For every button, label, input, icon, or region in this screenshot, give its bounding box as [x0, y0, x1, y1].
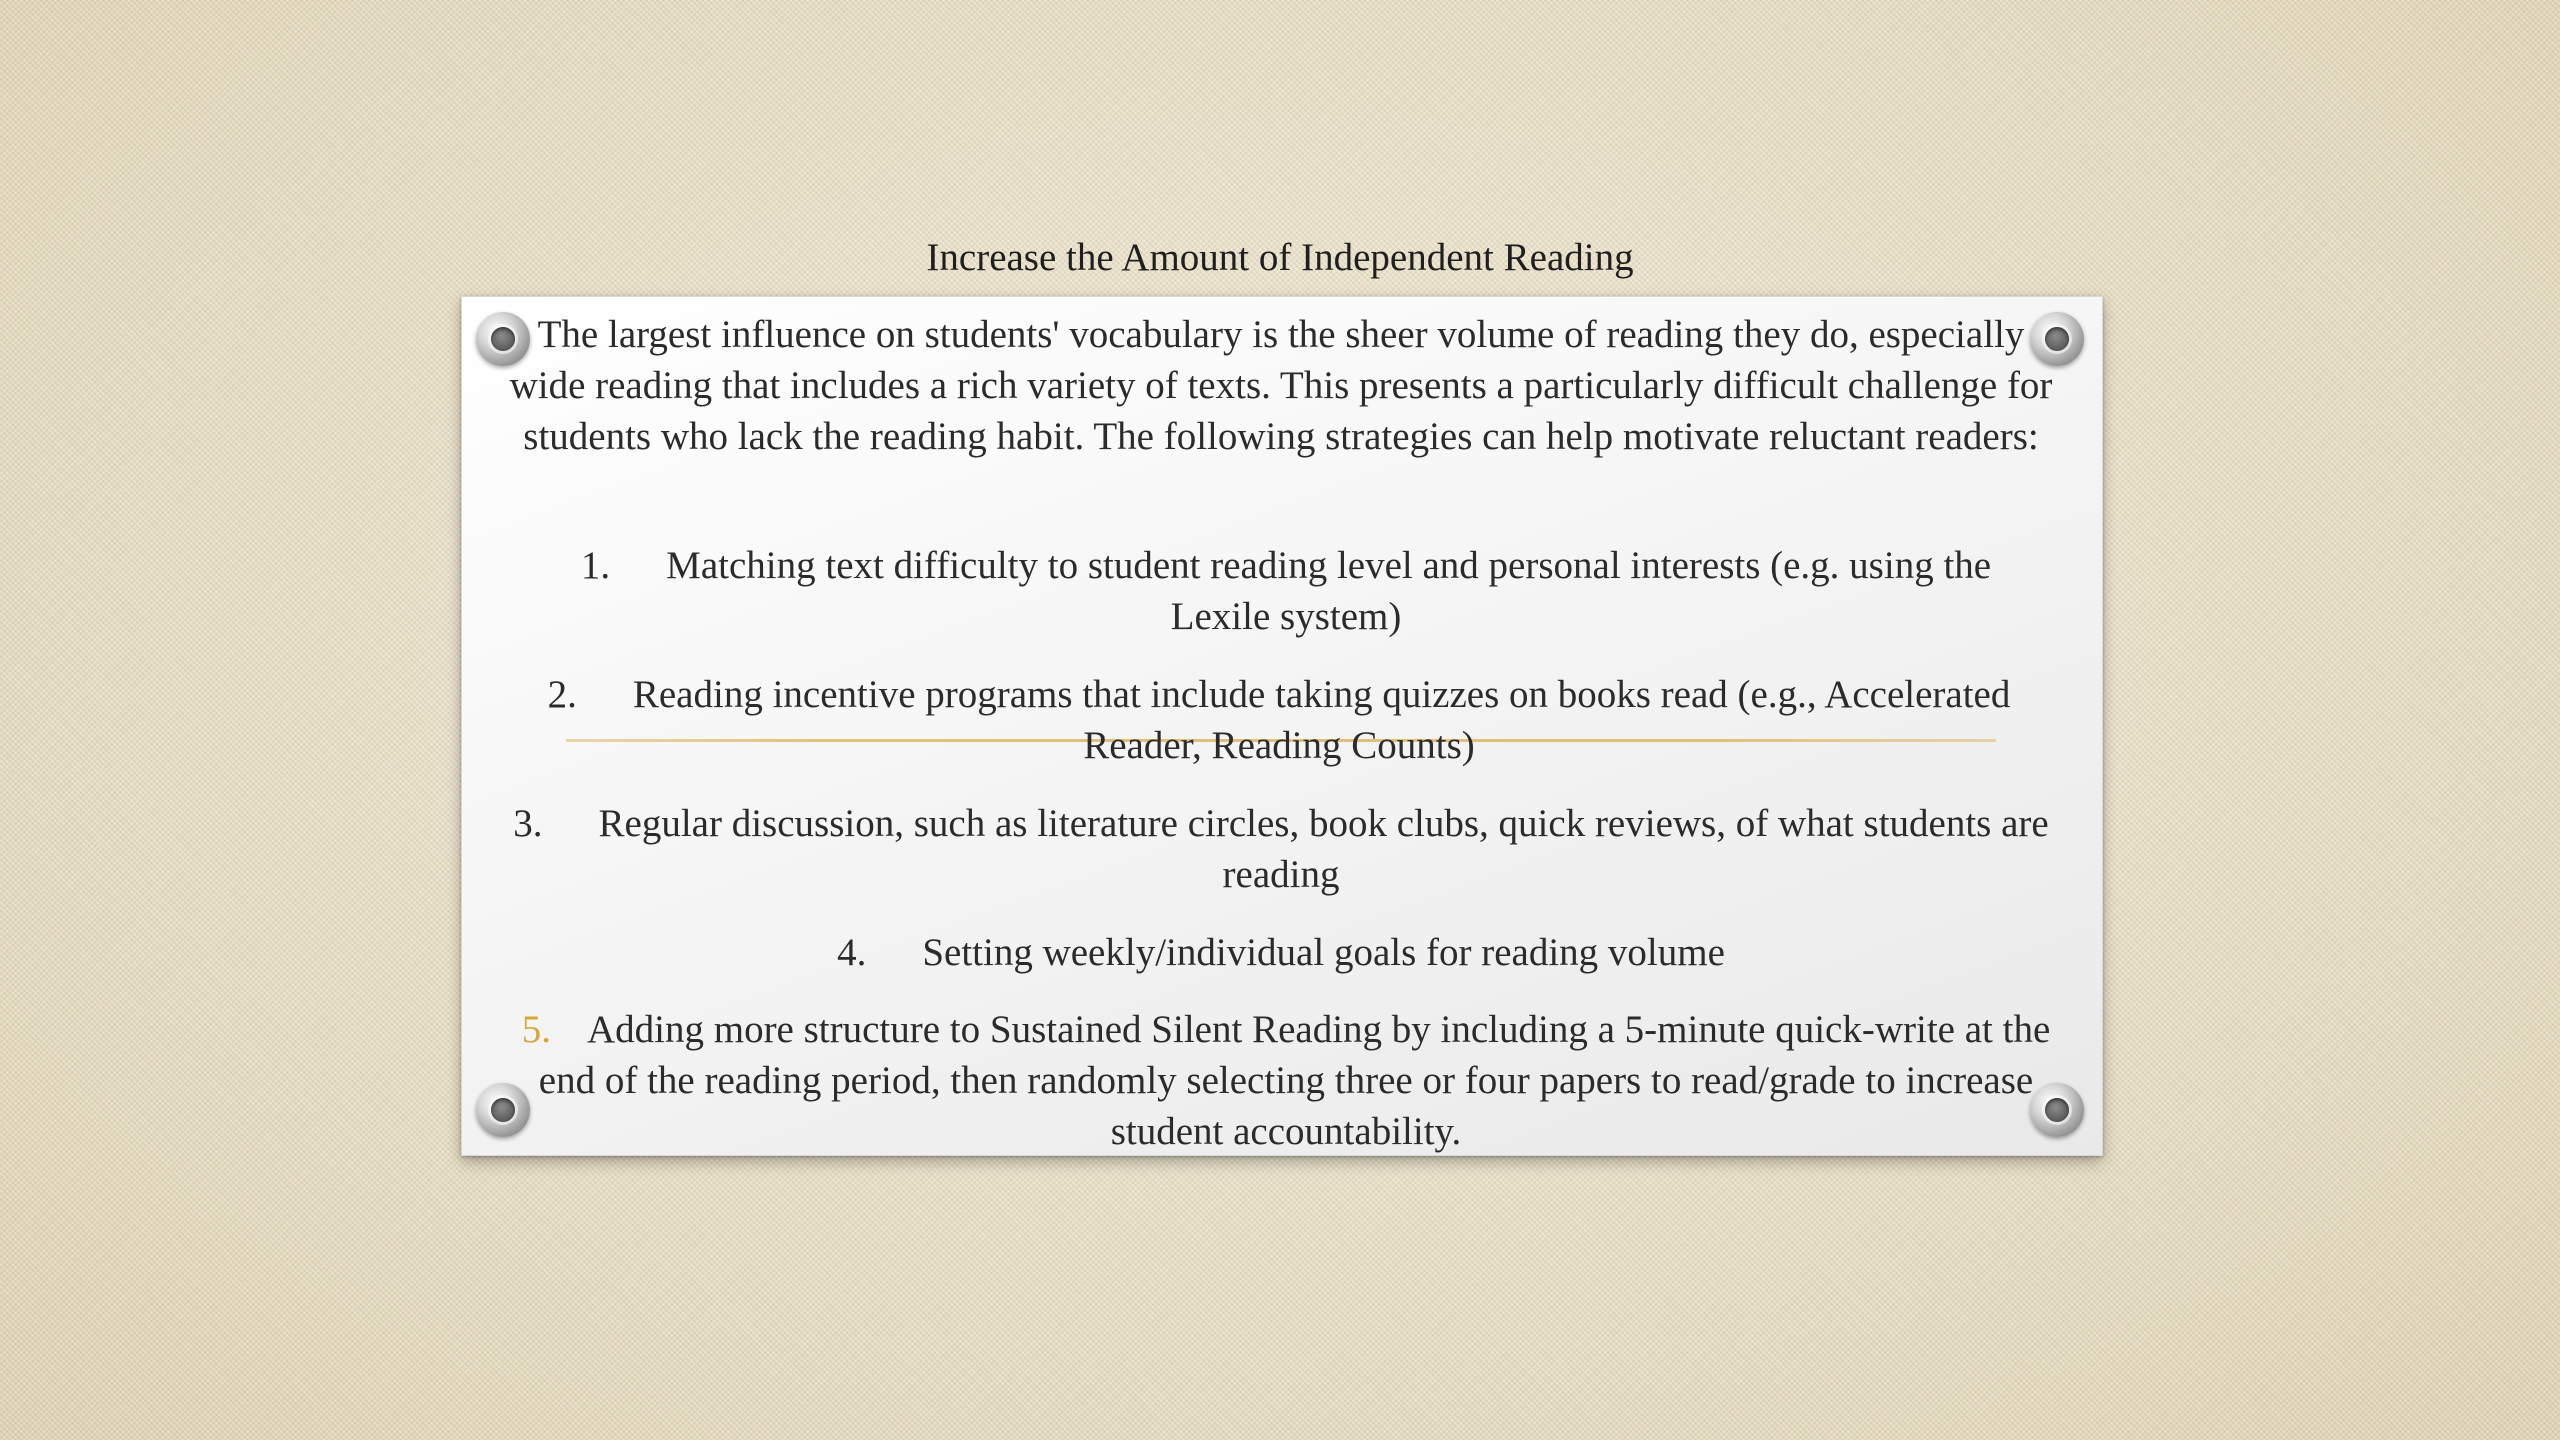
list-item-number: 3.: [513, 802, 543, 845]
list-item: [461, 540, 2101, 642]
list-item-number: 5.: [521, 1008, 551, 1051]
list-item-number: 1.: [580, 544, 611, 587]
list-item: [461, 927, 2101, 978]
list-item-text: Setting weekly/individual goals for reading volume: [922, 931, 1725, 974]
list-item: [461, 798, 2101, 900]
list-item-number: 2.: [547, 673, 577, 716]
list-item-text: Adding more structure to Sustained Silent Reading by including a 5-minute quick-write at the end of the reading period, then randomly selecting three or four papers to read/grade to increase student accountability.: [538, 1008, 2051, 1153]
intro-paragraph: The largest influence on students' vocabulary is the sheer volume of reading they do, especially wide reading that includes a rich variety of texts. This presents a particularly difficult challenge for students who lack the reading habit. The following strategies can help motivate reluctant readers:: [509, 313, 2053, 458]
list-item-number: 4.: [837, 931, 867, 974]
list-item: [461, 1004, 2101, 1157]
slide-title: Increase the Amount of Independent Reading: [926, 236, 1634, 279]
list-item-text: Reading incentive programs that include taking quizzes on books read (e.g., Accelerated Reader, Reading Counts): [632, 673, 2011, 767]
list-item-text: Matching text difficulty to student reading level and personal interests (e.g. using the Lexile system): [666, 544, 1992, 638]
list-item: [461, 669, 2101, 771]
list-item-text: Regular discussion, such as literature circles, book clubs, quick reviews, of what students are reading: [598, 802, 2049, 896]
